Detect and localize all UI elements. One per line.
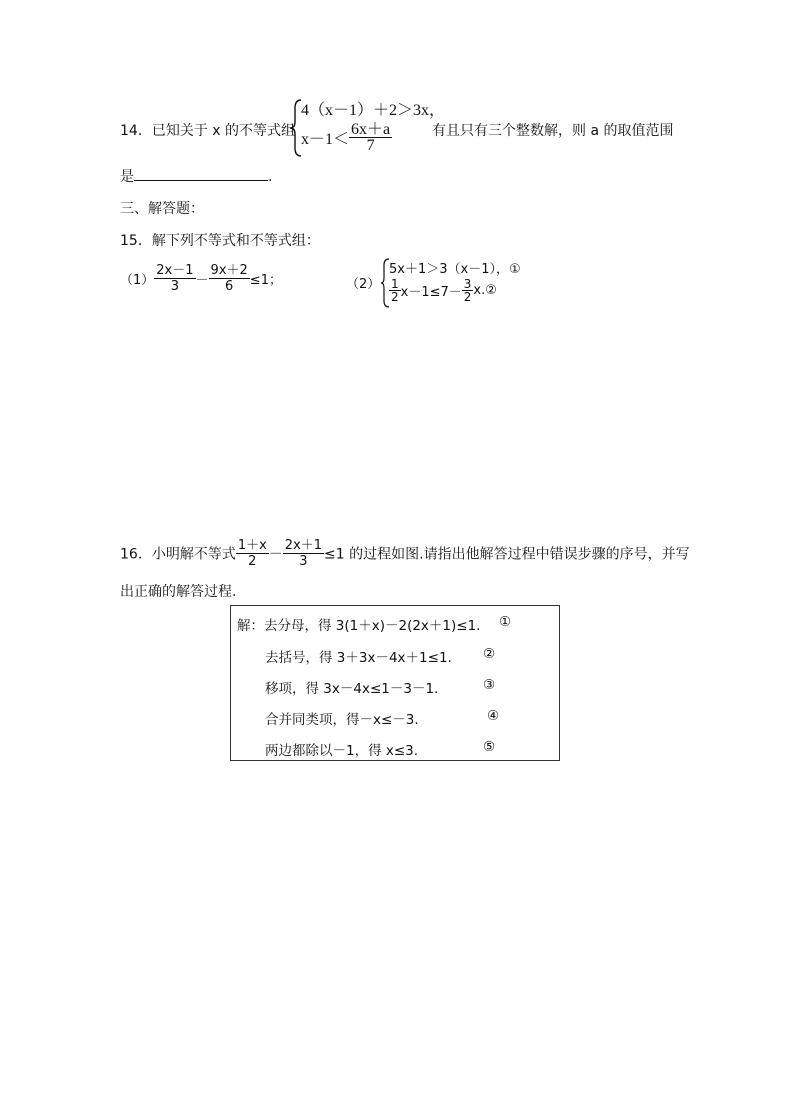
q15-p1-frac1-num: 2x－1 — [156, 263, 194, 278]
q15-p2-frac2 — [462, 278, 474, 303]
q16-frac2-num: 2x＋1 — [284, 538, 323, 553]
step-marker: ① — [499, 614, 512, 630]
q15-p2-frac2-num: 3 — [463, 277, 472, 291]
q15-p2-line1: 5x＋1＞3（x－1），① — [389, 262, 521, 277]
step-marker: ⑤ — [483, 739, 496, 755]
solution-step-2 — [265, 646, 496, 666]
q16-prefix: 16．小明解不等式 — [120, 546, 236, 563]
q14-fraction — [349, 122, 392, 153]
q15-p1-label: （1） — [120, 273, 155, 288]
q15-p2-frac1-num: 1 — [391, 277, 399, 291]
q15-p2-line2 — [389, 278, 497, 303]
q16-line1 — [120, 538, 690, 569]
q15-part1 — [120, 263, 282, 294]
q14-line2-left: x－1＜ — [301, 131, 350, 148]
q14-suffix: 有且只有三个整数解，则 a 的取值范围 — [432, 123, 674, 139]
q15-p1-minus: － — [195, 273, 209, 288]
q15-p2-frac2-den: 2 — [463, 290, 472, 304]
q14-frac-numerator: 6x＋a — [351, 121, 391, 138]
q14-number: 14． — [120, 123, 152, 139]
q14-end: . — [268, 169, 273, 185]
q15-p1-frac2-den: 6 — [225, 279, 234, 294]
solution-box — [230, 605, 560, 761]
q14-answer-blank[interactable] — [134, 166, 268, 181]
q14-prefix: 已知关于 x 的不等式组 — [151, 123, 296, 139]
q15-p2-mid: x－1≤7－ — [400, 285, 462, 300]
step-text: 移项，得 3x－4x≤1－3－1. — [265, 681, 439, 697]
q15-p1-tail: ≤1； — [249, 273, 282, 288]
q16-frac2-den: 3 — [299, 554, 308, 569]
step-marker: ② — [483, 646, 496, 662]
q16-suffix: ≤1 的过程如图.请指出他解答过程中错误步骤的序号，并写 — [324, 546, 690, 563]
q14-number-and-prefix — [120, 120, 295, 140]
q14-cont: 是 — [120, 169, 134, 185]
section-title: 三、解答题： — [120, 201, 204, 217]
solution-step-3 — [265, 677, 496, 697]
step-text: 合并同类项，得－x≤－3. — [265, 712, 419, 728]
q15-p1-fraction2 — [209, 263, 250, 294]
step-marker: ④ — [487, 708, 500, 724]
q16-fraction1 — [236, 538, 269, 569]
q14-system-line2 — [301, 122, 392, 153]
solution-step-4 — [265, 708, 500, 728]
step-text: 去括号，得 3＋3x－4x＋1≤1. — [265, 650, 452, 666]
q15-p1-frac1-den: 3 — [170, 279, 180, 294]
q15-p2-label: （2） — [346, 277, 381, 292]
q16-minus: － — [268, 546, 283, 563]
q14-frac-denominator: 7 — [366, 137, 375, 154]
step-marker: ③ — [483, 677, 496, 693]
q16-fraction2 — [283, 538, 324, 569]
step-text: 解：去分母，得 3(1＋x)－2(2x＋1)≤1. — [237, 618, 481, 634]
solution-step-5 — [265, 739, 496, 759]
q15-p2-frac1 — [389, 278, 401, 303]
step-text: 两边都除以－1，得 x≤3. — [265, 743, 419, 759]
q15-p1-frac2-num: 9x＋2 — [210, 263, 248, 278]
q14-system-line1: 4（x－1）＋2＞3x， — [301, 102, 446, 119]
q15-heading: 15．解下列不等式和不等式组： — [120, 233, 320, 249]
q16-frac1-den: 2 — [248, 554, 257, 569]
q14-answer-line — [120, 166, 272, 186]
q15-p2-tail: x.② — [473, 283, 497, 298]
q15-p1-fraction1 — [154, 263, 195, 294]
q15-p2-frac1-den: 2 — [391, 290, 399, 304]
q16-frac1-num: 1＋x — [237, 538, 267, 553]
solution-step-1 — [237, 614, 512, 634]
q16-line2: 出正确的解答过程. — [120, 584, 237, 600]
